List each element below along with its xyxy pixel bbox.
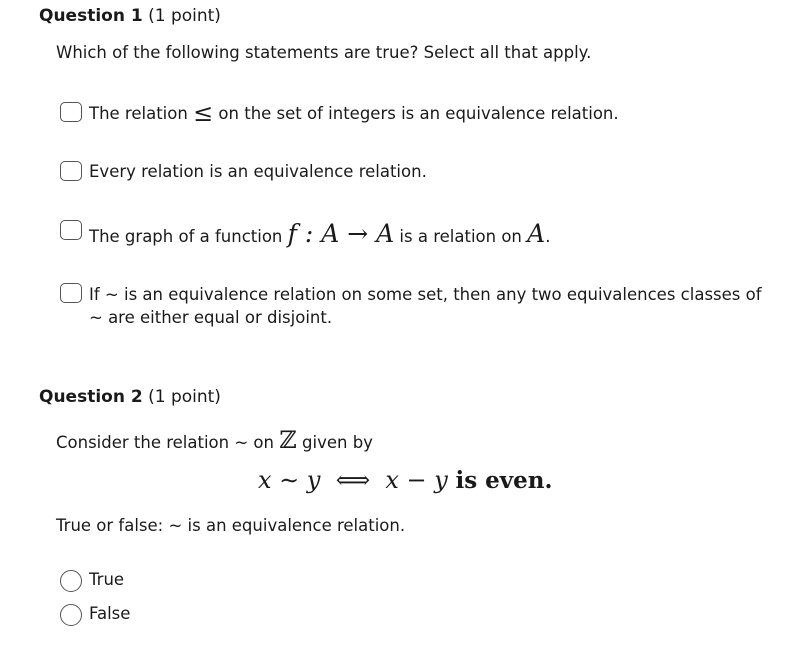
option-3-text-pre: The graph of a function	[89, 227, 283, 246]
question-2-prompt	[56, 426, 373, 454]
question-1-points: (1 point)	[148, 6, 221, 26]
question-2-header	[39, 387, 221, 407]
option-4-checkbox[interactable]	[60, 283, 82, 303]
display-equation-text: is even.	[455, 467, 553, 494]
option-3-checkbox[interactable]	[60, 220, 82, 240]
question-2-points: (1 point)	[148, 387, 221, 407]
true-label[interactable]: True	[89, 570, 125, 589]
false-label[interactable]: False	[89, 604, 131, 623]
true-radio[interactable]	[60, 570, 82, 592]
question-2-title: Question 2	[39, 387, 143, 407]
option-4-label-line1[interactable]: If ~ is an equivalence relation on some set, then any two equivalences classes of	[89, 285, 762, 304]
option-4-label-line2[interactable]: ~ are either equal or disjoint.	[89, 308, 333, 327]
display-equation	[258, 466, 553, 494]
option-1-label[interactable]	[89, 99, 619, 127]
option-2-checkbox[interactable]	[60, 161, 82, 181]
question-1-header	[39, 6, 221, 26]
display-equation-math: x ∼ y ⟺ x − y	[258, 466, 448, 494]
question-2-prompt-post: given by	[302, 433, 373, 452]
option-3-text-post: .	[545, 227, 551, 246]
question-1-title: Question 1	[39, 6, 143, 26]
integers-set-symbol: ℤ	[279, 426, 297, 454]
option-3-text-mid: is a relation on	[399, 227, 522, 246]
option-1-text-post: on the set of integers is an equivalence relation.	[218, 104, 619, 123]
option-1-leq-symbol: ≤	[193, 99, 214, 127]
option-1-text-pre: The relation	[89, 104, 188, 123]
question-1-prompt: Which of the following statements are true? Select all that apply.	[56, 43, 592, 62]
option-1-checkbox[interactable]	[60, 102, 82, 122]
option-2-label[interactable]: Every relation is an equivalence relation.	[89, 162, 427, 181]
option-3-set-math: A	[527, 219, 546, 248]
option-3-function-math: f : A → A	[287, 219, 395, 248]
option-3-label[interactable]	[89, 219, 550, 248]
question-2-prompt-pre: Consider the relation ~ on	[56, 433, 274, 452]
false-radio[interactable]	[60, 604, 82, 626]
question-2-statement: True or false: ~ is an equivalence relation.	[56, 516, 406, 535]
